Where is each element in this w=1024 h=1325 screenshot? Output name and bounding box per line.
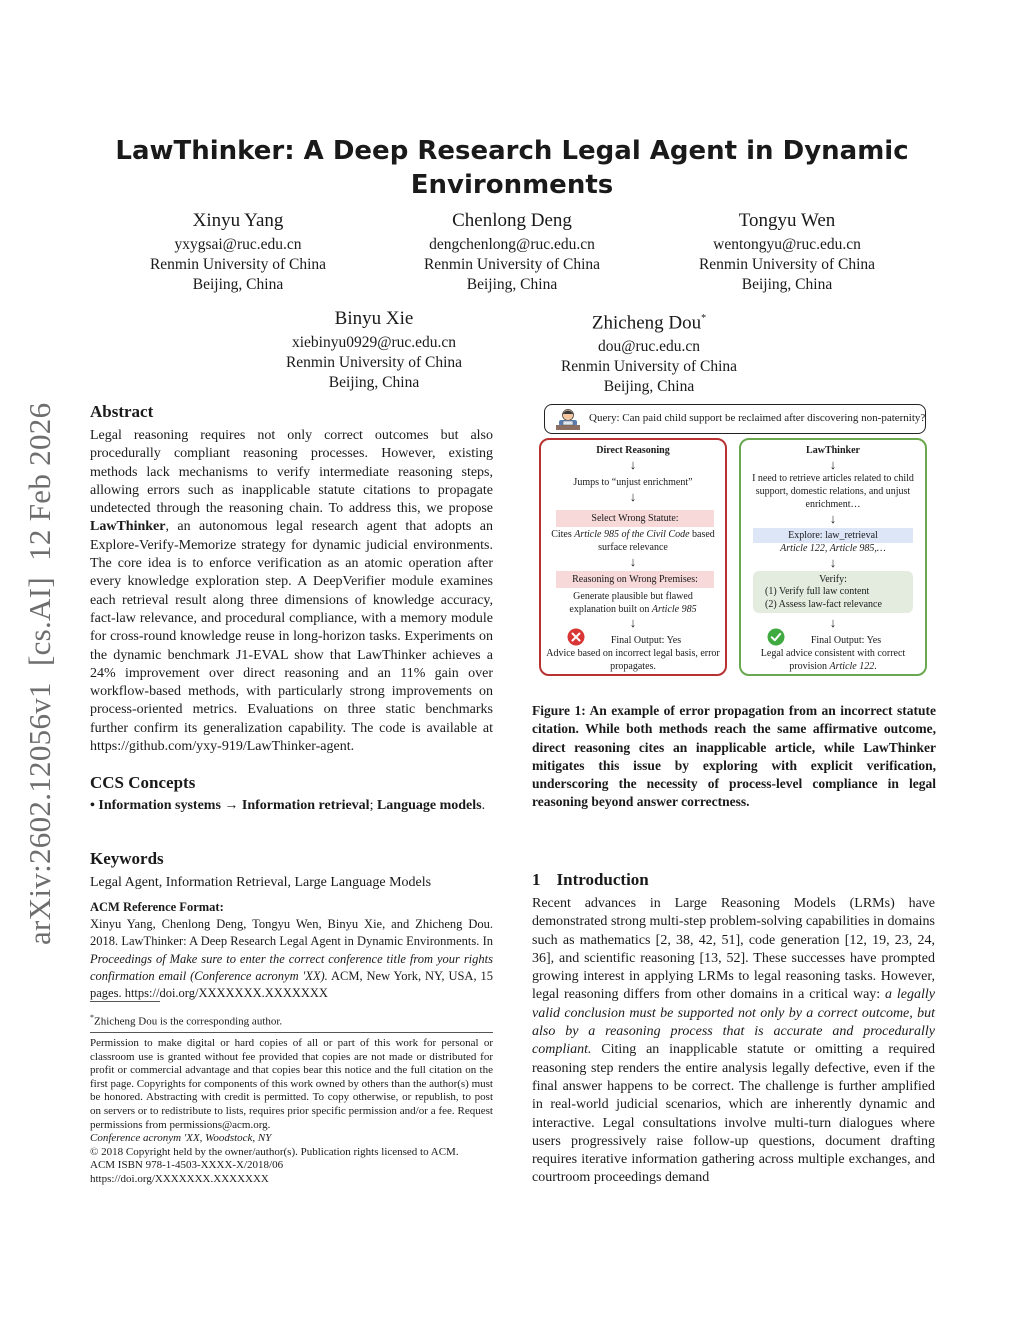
verify-label: Verify: [819,574,847,585]
intro-heading [532,870,649,890]
explore-label: Explore: law_retrieval [753,528,913,543]
author-location: Beijing, China [192,276,284,293]
intro-text [532,895,935,1188]
author-email: wentongyu@ruc.edu.cn [713,236,861,253]
abstract-part: Legal reasoning requires not only correct outcomes but also procedurally compliant reasoning processes. However, existing methods lack mechanisms to verify intermediate reasoning steps, allowing errors such as inapplicable statute citations to propagate undetected through the reasoning chain. To address this, we propose [90,428,493,517]
generate-text [551,590,715,616]
ccs-text [90,797,493,815]
author-affiliation: Renmin University of China [423,256,601,273]
permission-rule [90,1032,493,1033]
keywords-text: Legal Agent, Information Retrieval, Large Language Models [90,875,432,890]
author-name: Chenlong Deng [452,210,572,231]
footnote-text: Zhicheng Dou is the corresponding author. [94,1015,283,1028]
wrong-statute-label: Select Wrong Statute: [556,510,714,527]
footnote-rule [90,1001,160,1002]
abstract-part: , an autonomous legal research agent that adopts an Explore-Verify-Memorize strategy for dynamic judicial environments. The core idea is to enforce verification as an atomic operation after every knowledge exploration step. A DeepVerifier module examines each retrieval result along three dimensions of knowledge accuracy, fact-law relevance, and procedural compliance, with a memory module for cross-round knowledge reuse in long-horizon tasks. Experiments on the dynamic benchmark J1-EVAL show that LawThinker achieves a 24% improvement over direct reasoning and an 11% gain over workflow-based methods, with particularly strong improvements on process-oriented metrics. Evaluations on three static benchmarks further confirm its generalization capability. The code is available at https://github.com/yxy-919/LawThinker-agent. [90,519,493,755]
abstract-heading: Abstract [90,402,154,421]
author-email: yxygsai@ruc.edu.cn [174,236,302,253]
author-affiliation: Renmin University of China [698,256,876,273]
section-number: 1 [532,870,541,889]
query-text: Query: Can paid child support be reclaimed after discovering non-paternity? [589,412,926,424]
footnote [90,1011,493,1029]
author-location: Beijing, China [741,276,833,293]
corresponding-mark: * [701,313,707,324]
down-arrow-icon: ↓ [829,555,837,570]
author-name [527,307,771,335]
author-location: Beijing, China [603,378,695,396]
intro-part: Recent advances in Large Reasoning Models (LRMs) have demonstrated strong multi-step problem-solving capabilities in domains such as mathematics [2, 38, 42, 51], code generation [12, 19, 23, 24, 36], and scientific reasoning [13, 52]. These successes have prompted growing interest in applying LRMs to legal reasoning tasks. However, legal reasoning differs from other domains in a critical way: [532,896,935,1003]
final-note [745,647,921,673]
down-arrow-icon: ↓ [829,615,837,630]
cites-italic: Article 985 of the Civil Code [574,529,690,540]
author-location: Beijing, China [328,374,420,391]
figure-caption: Figure 1: An example of error propagation from an incorrect statute citation. While both methods reach the same affirmative outcome, direct reasoning cites an inapplicable article, while LawThinker mitigates this issue by exploring with explicit verification, underscoring the necessity of process-level compliance in legal reasoning beyond answer correctness. [532,703,936,810]
author-block [527,307,771,397]
down-arrow-icon: ↓ [829,457,837,472]
down-arrow-icon: ↓ [629,457,637,472]
author-block [665,209,909,295]
ccs-concept: Language models [376,798,482,813]
figure-1 [532,398,942,686]
conference-line: Conference acronym 'XX, Woodstock, NY [90,1132,272,1145]
final-output: Final Output: Yes [810,635,882,646]
author-affiliation: Renmin University of China [285,354,463,371]
acm-ref-part: ACM, New York, NY, USA, 15 pages. https://doi.org/XXXXXXX.XXXXXXX [90,968,493,1001]
step-text: Jumps to “unjust enrichment” [573,477,693,488]
author-name: Binyu Xie [334,308,414,329]
section-title: Introduction [556,870,649,889]
author-name: Xinyu Yang [192,210,284,231]
generate-italic: Article 985 [651,604,697,615]
author-affiliation: Renmin University of China [149,256,327,273]
arxiv-identifier: arXiv:2602.12056v1 [cs.AI] 12 Feb 2026 [22,402,57,945]
generate-part: Generate plausible but flawed explanation built on [569,591,693,615]
author-block [116,209,360,295]
lawthinker-panel [739,438,927,676]
footnote-mark: * [90,1013,94,1022]
ccs-separator: ; [369,798,374,813]
final-note-part: . [874,661,877,672]
direct-reasoning-panel [539,438,727,676]
intro-italic: a legally valid conclusion must be supported not only by a correct outcome, but also by a reasoning process that is accurate and procedurally compliant. [532,987,935,1058]
author-name-text: Zhicheng Dou [591,312,702,334]
verify-step: (2) Assess law-fact relevance [765,599,882,610]
cites-part: Cites [551,529,575,540]
author-email: dou@ruc.edu.cn [597,338,701,356]
abstract-text [90,427,493,756]
cites-part: based surface relevance [598,529,715,553]
ccs-concept: Information retrieval [241,798,370,813]
cites-text [551,528,715,554]
down-arrow-icon: ↓ [629,554,637,569]
panel-title: Direct Reasoning [596,445,670,456]
abstract-bold: LawThinker [90,519,166,535]
explore-articles: Article 122, Article 985,… [780,543,886,554]
permission-text: Permission to make digital or hard copies of all or part of this work for personal or classroom use is granted without fee provided that copies are not made or distributed for profit or commercial advantage and that copies bear this notice and the full citation on the first page. Copyrights for components of this work owned by others than the author(s) must be honored. Abstracting with credit is permitted. To copy otherwise, or republish, to post on servers or to redistribute to lists, requires prior specific permission and/or a fee. Request permissions from permissions@acm.org. [90,1037,493,1131]
author-block [390,209,634,295]
final-output: Final Output: Yes [610,635,682,646]
verify-box [753,571,913,613]
ccs-arrow: → [224,798,239,813]
panel-title: LawThinker [806,445,860,456]
down-arrow-icon: ↓ [829,511,837,526]
copyright-line: © 2018 Copyright held by the owner/author(s). Publication rights licensed to ACM. [90,1145,459,1158]
final-note-italic: Article 122 [829,661,875,672]
acm-ref-italic: Proceedings of Make sure to enter the correct conference title from your rights confirmation email (Conference acronym 'XX). [90,951,493,983]
wrong-premises-label: Reasoning on Wrong Premises: [556,571,714,588]
author-name: Tongyu Wen [738,210,836,231]
author-email: dengchenlong@ruc.edu.cn [429,236,595,253]
author-block [252,307,496,393]
keywords-heading: Keywords [90,849,164,868]
acm-ref-part: Xinyu Yang, Chenlong Deng, Tongyu Wen, Binyu Xie, and Zhicheng Dou. 2018. LawThinker: A Deep Research Legal Agent in Dynamic Environments. In [90,917,493,949]
ccs-bullet: • [90,798,95,813]
author-email: xiebinyu0929@ruc.edu.cn [291,334,457,351]
down-arrow-icon: ↓ [629,615,637,630]
final-note-part: Legal advice consistent with correct provision [760,648,906,672]
verify-step: (1) Verify full law content [765,586,870,597]
ccs-concept: Information systems [98,798,221,813]
intro-part: Citing an inapplicable statute or omitting a required reasoning step renders the entire analysis legally defective, even if the final answer happens to be correct. The challenge is further amplified in real-world judicial scenarios, which are inherently dynamic and interactive. Legal consultations involve multi-turn dialogues where users progressively raise follow-up questions, document drafting requires iterative information gathering across multiple exchanges, and courtroom proceedings demand [532,1042,935,1186]
acm-ref-heading: ACM Reference Format: [90,900,224,914]
step-text: I need to retrieve articles related to child support, domestic relations, and unjust enrichment… [752,473,914,510]
acm-ref-text [90,916,493,1002]
ccs-heading: CCS Concepts [90,773,196,792]
author-affiliation: Renmin University of China [560,358,738,376]
final-note: Advice based on incorrect legal basis, error propagates. [546,648,720,672]
paper-title: LawThinker: A Deep Research Legal Agent in Dynamic Environments [115,136,909,200]
down-arrow-icon: ↓ [629,489,637,504]
user-at-desk-icon [553,407,583,431]
isbn-line: ACM ISBN 978-1-4503-XXXX-X/2018/06 [90,1159,284,1172]
ccs-end: . [481,798,486,813]
query-box [544,404,926,434]
permission-block [90,1037,493,1187]
author-location: Beijing, China [466,276,558,293]
doi-line: https://doi.org/XXXXXXX.XXXXXXX [90,1172,269,1185]
